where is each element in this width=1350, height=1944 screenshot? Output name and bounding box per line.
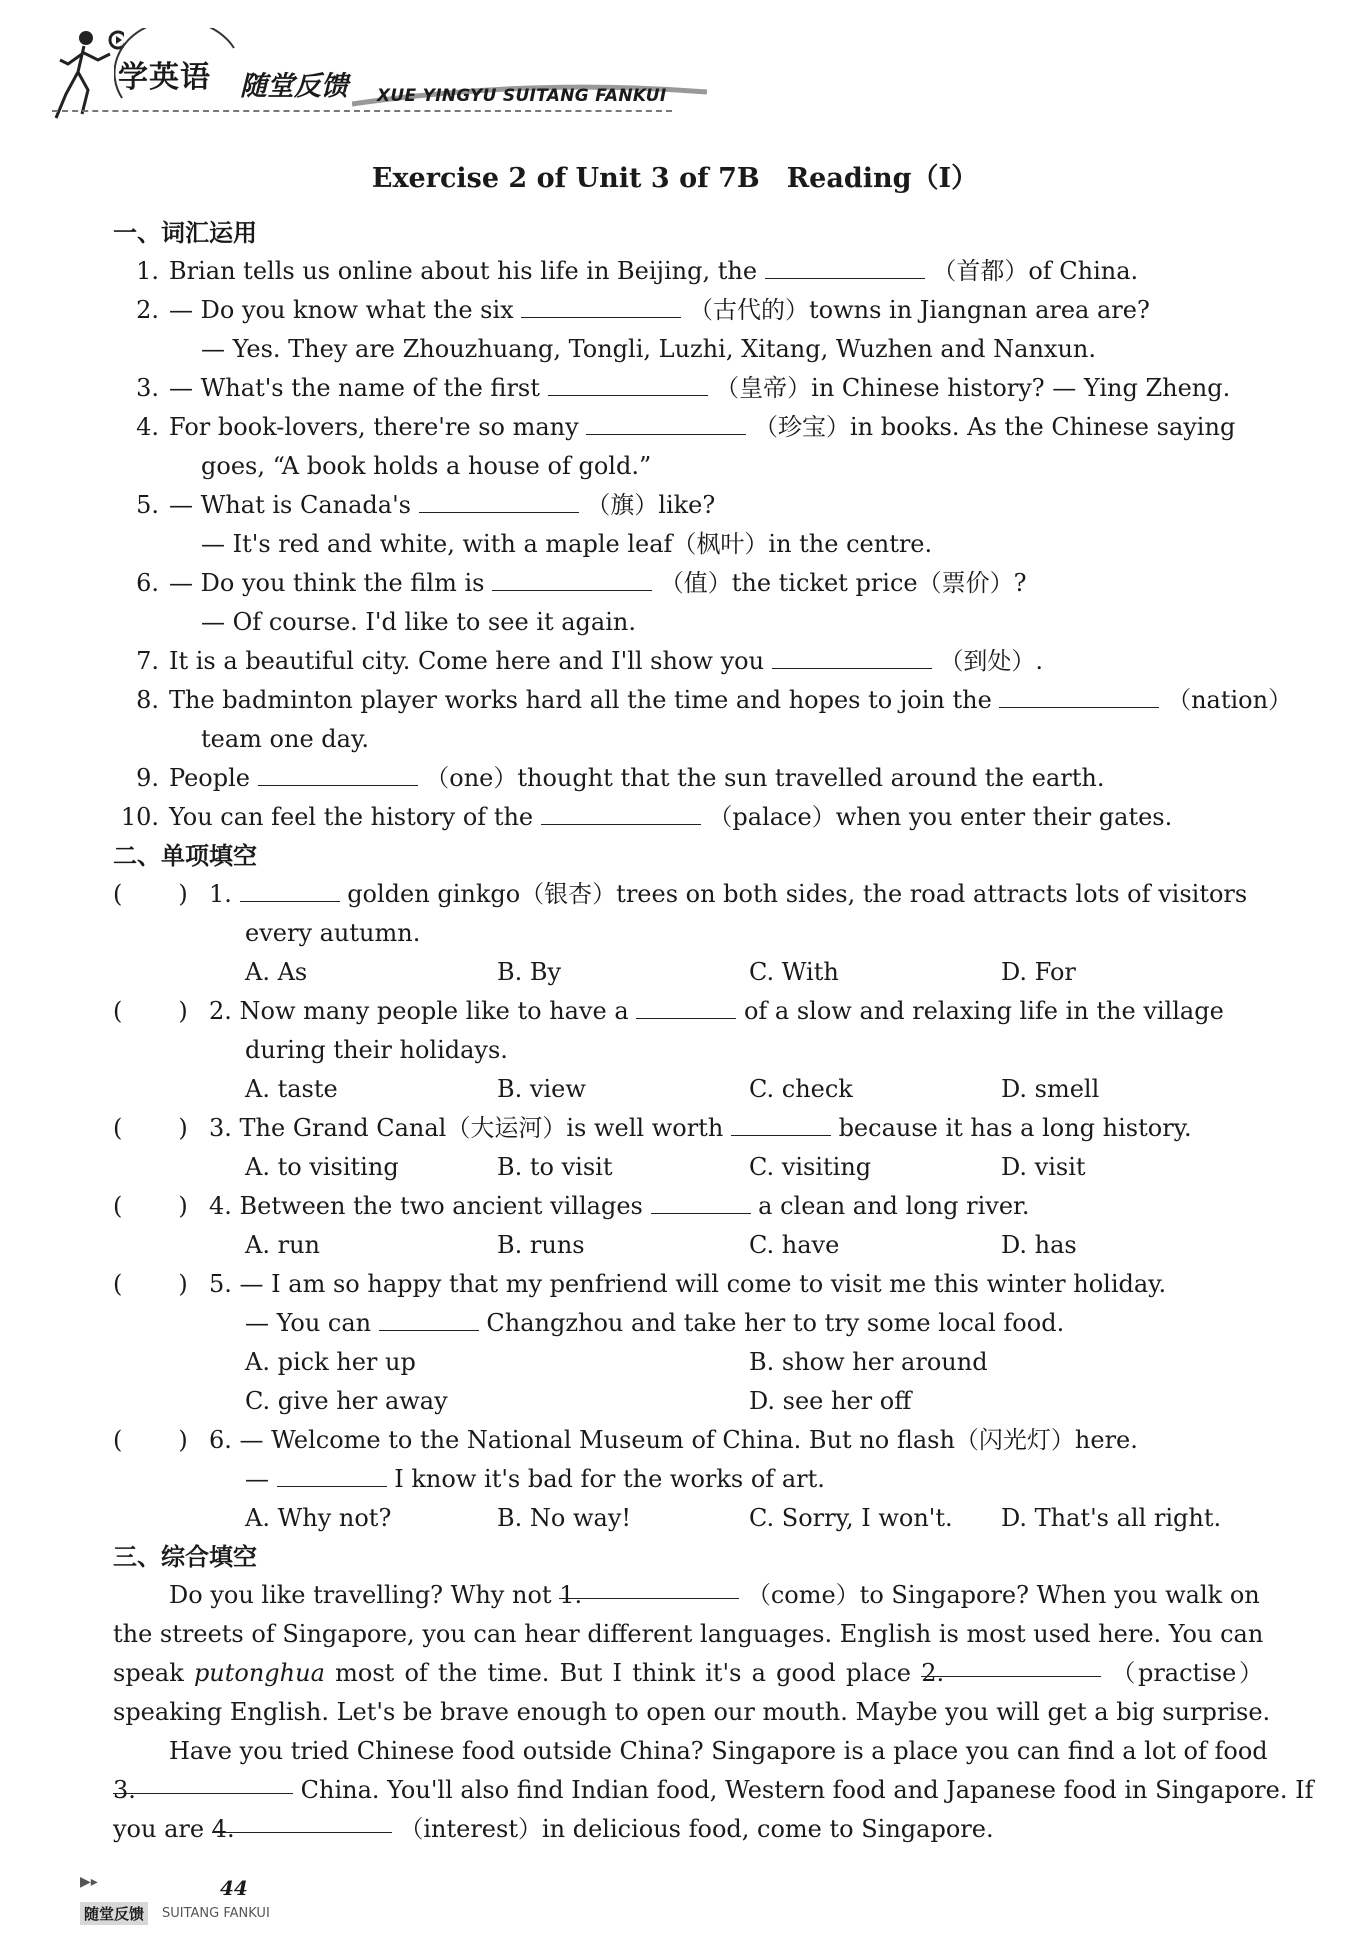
option-c[interactable]: C. check: [749, 1075, 853, 1103]
answer-blank[interactable]: [731, 1113, 831, 1136]
passage-line: speaking English. Let's be brave enough to open our mouth. Maybe you will get a big surprise.: [113, 1698, 1271, 1726]
question-2-3: ( ) 3. The Grand Canal（大运河）is well worth because it has a long history.: [113, 1109, 1263, 1148]
passage-line: speak putonghua most of the time. But I think it's a good place 2. （practise）: [113, 1654, 1263, 1693]
option-b[interactable]: B. runs: [497, 1231, 585, 1259]
question-1-6-reply: — Of course. I'd like to see it again.: [201, 608, 636, 636]
option-d[interactable]: D. visit: [1001, 1153, 1086, 1181]
option-c[interactable]: C. Sorry, I won't.: [749, 1504, 953, 1532]
option-a[interactable]: A. taste: [245, 1075, 338, 1103]
page-title: Exercise 2 of Unit 3 of 7B Reading（Ⅰ）: [371, 163, 979, 194]
question-2-5-reply: — You can Changzhou and take her to try some local food.: [245, 1309, 1065, 1337]
passage-line: the streets of Singapore, you can hear different languages. English is most used here. You can: [113, 1620, 1264, 1648]
answer-blank[interactable]: [548, 373, 708, 396]
question-1-4: 4. For book-lovers, there're so many （珍宝）in books. As the Chinese saying: [136, 413, 1236, 441]
answer-bracket[interactable]: ( ): [113, 1114, 188, 1142]
answer-bracket[interactable]: ( ): [113, 880, 188, 908]
question-2-6-reply: — I know it's bad for the works of art.: [245, 1465, 825, 1493]
option-b[interactable]: B. show her around: [749, 1348, 988, 1376]
question-1-7: 7. It is a beautiful city. Come here and I'll show you （到处）.: [136, 647, 1043, 675]
question-2-3-options: [113, 1148, 1263, 1187]
question-2-2: ( ) 2. Now many people like to have a of a slow and relaxing life in the village: [113, 992, 1263, 1031]
question-2-6-options: [113, 1499, 1263, 1538]
question-2-6: ( ) 6. — Welcome to the National Museum of China. But no flash（闪光灯）here.: [113, 1421, 1263, 1460]
question-1-2-reply: — Yes. They are Zhouzhuang, Tongli, Luzhi, Xitang, Wuzhen and Nanxun.: [201, 335, 1097, 363]
answer-blank[interactable]: [636, 996, 736, 1019]
section-heading-multiple-choice: 二、单项填空: [113, 842, 257, 870]
question-1-5-reply: — It's red and white, with a maple leaf（枫叶）in the centre.: [201, 530, 933, 558]
question-1-10: 10. You can feel the history of the （palace）when you enter their gates.: [120, 803, 1173, 831]
question-2-1: ( ) 1. golden ginkgo（银杏）trees on both sides, the road attracts lots of visitors: [113, 875, 1263, 914]
option-b[interactable]: B. to visit: [497, 1153, 613, 1181]
question-2-5-options-ab: [113, 1343, 1263, 1382]
answer-blank[interactable]: [240, 879, 340, 902]
header-banner: [52, 24, 692, 124]
footer-badge: 随堂反馈: [80, 1902, 148, 1925]
question-1-8: 8. The badminton player works hard all the time and hopes to join the （nation）: [136, 686, 1293, 714]
question-2-2-options: [113, 1070, 1263, 1109]
answer-blank[interactable]: 4.: [212, 1810, 392, 1833]
answer-blank[interactable]: [651, 1191, 751, 1214]
answer-blank[interactable]: [379, 1308, 479, 1331]
answer-bracket[interactable]: ( ): [113, 1426, 188, 1454]
question-1-2: 2. — Do you know what the six （古代的）towns in Jiangnan area are?: [136, 296, 1150, 324]
option-d[interactable]: D. smell: [1001, 1075, 1100, 1103]
option-a[interactable]: A. to visiting: [245, 1153, 399, 1181]
option-a[interactable]: A. run: [245, 1231, 320, 1259]
option-d[interactable]: D. has: [1001, 1231, 1077, 1259]
answer-blank[interactable]: [999, 685, 1159, 708]
question-1-3: 3. — What's the name of the first （皇帝）in Chinese history? — Ying Zheng.: [136, 374, 1231, 402]
option-c[interactable]: C. visiting: [749, 1153, 872, 1181]
section-heading-cloze: 三、综合填空: [113, 1543, 257, 1571]
question-2-2-cont: during their holidays.: [245, 1036, 508, 1064]
option-a[interactable]: A. pick her up: [245, 1348, 416, 1376]
brand-subtitle-cn: 随堂反馈: [240, 71, 348, 102]
question-1-5: 5. — What is Canada's （旗）like?: [136, 491, 716, 519]
brand-title-en: XUE YINGYU SUITANG FANKUI: [377, 86, 667, 106]
option-c[interactable]: C. have: [749, 1231, 840, 1259]
question-2-5: ( ) 5. — I am so happy that my penfriend will come to visit me this winter holiday.: [113, 1265, 1263, 1304]
question-1-1: 1. Brian tells us online about his life in Beijing, the （首都）of China.: [136, 257, 1139, 285]
passage-line: 3. China. You'll also find Indian food, Western food and Japanese food in Singapore. If: [113, 1771, 1263, 1810]
option-b[interactable]: B. No way!: [497, 1504, 632, 1532]
question-1-6: 6. — Do you think the film is （值）the ticket price（票价）?: [136, 569, 1027, 597]
option-c[interactable]: C. With: [749, 958, 839, 986]
option-c[interactable]: C. give her away: [245, 1387, 448, 1415]
answer-blank[interactable]: [521, 295, 681, 318]
exercise-content: [113, 214, 1314, 1849]
section-heading-vocabulary: 一、词汇运用: [113, 219, 257, 247]
answer-blank[interactable]: [586, 412, 746, 435]
question-2-1-options: [113, 953, 1263, 992]
passage-line: you are 4. （interest）in delicious food, come to Singapore.: [113, 1810, 1263, 1849]
passage-line: Do you like travelling? Why not 1. （come）to Singapore? When you walk on: [113, 1576, 1263, 1615]
answer-blank[interactable]: 1.: [559, 1576, 739, 1599]
answer-bracket[interactable]: ( ): [113, 997, 188, 1025]
option-d[interactable]: D. see her off: [749, 1387, 912, 1415]
answer-blank[interactable]: [258, 763, 418, 786]
page-number: 44: [220, 1876, 248, 1900]
footer-label: SUITANG FANKUI: [162, 1906, 270, 1921]
question-1-4-cont: goes, “A book holds a house of gold.”: [201, 452, 652, 480]
answer-blank[interactable]: [277, 1464, 387, 1487]
header-divider: [52, 110, 672, 112]
question-1-9: 9. People （one）thought that the sun travelled around the earth.: [136, 764, 1105, 792]
brand-title-cn: 学英语: [118, 60, 211, 95]
option-d[interactable]: D. For: [1001, 958, 1076, 986]
answer-bracket[interactable]: ( ): [113, 1270, 188, 1298]
option-b[interactable]: B. By: [497, 958, 562, 986]
answer-blank[interactable]: [765, 256, 925, 279]
question-1-8-cont: team one day.: [201, 725, 369, 753]
option-b[interactable]: B. view: [497, 1075, 586, 1103]
answer-blank[interactable]: [419, 490, 579, 513]
question-2-4-options: [113, 1226, 1263, 1265]
answer-blank[interactable]: [492, 568, 652, 591]
answer-blank[interactable]: 2.: [921, 1654, 1101, 1677]
answer-bracket[interactable]: ( ): [113, 1192, 188, 1220]
answer-blank[interactable]: 3.: [113, 1771, 293, 1794]
question-2-4: ( ) 4. Between the two ancient villages a clean and long river.: [113, 1187, 1263, 1226]
option-d[interactable]: D. That's all right.: [1001, 1504, 1222, 1532]
question-2-1-cont: every autumn.: [245, 919, 421, 947]
option-a[interactable]: A. Why not?: [245, 1504, 392, 1532]
answer-blank[interactable]: [772, 646, 932, 669]
answer-blank[interactable]: [541, 802, 701, 825]
question-2-5-options-cd: [113, 1382, 1263, 1421]
passage-line: Have you tried Chinese food outside China? Singapore is a place you can find a lot of food: [169, 1737, 1268, 1765]
option-a[interactable]: A. As: [245, 958, 308, 986]
page-arrow-icon: ▶▸: [80, 1874, 98, 1890]
